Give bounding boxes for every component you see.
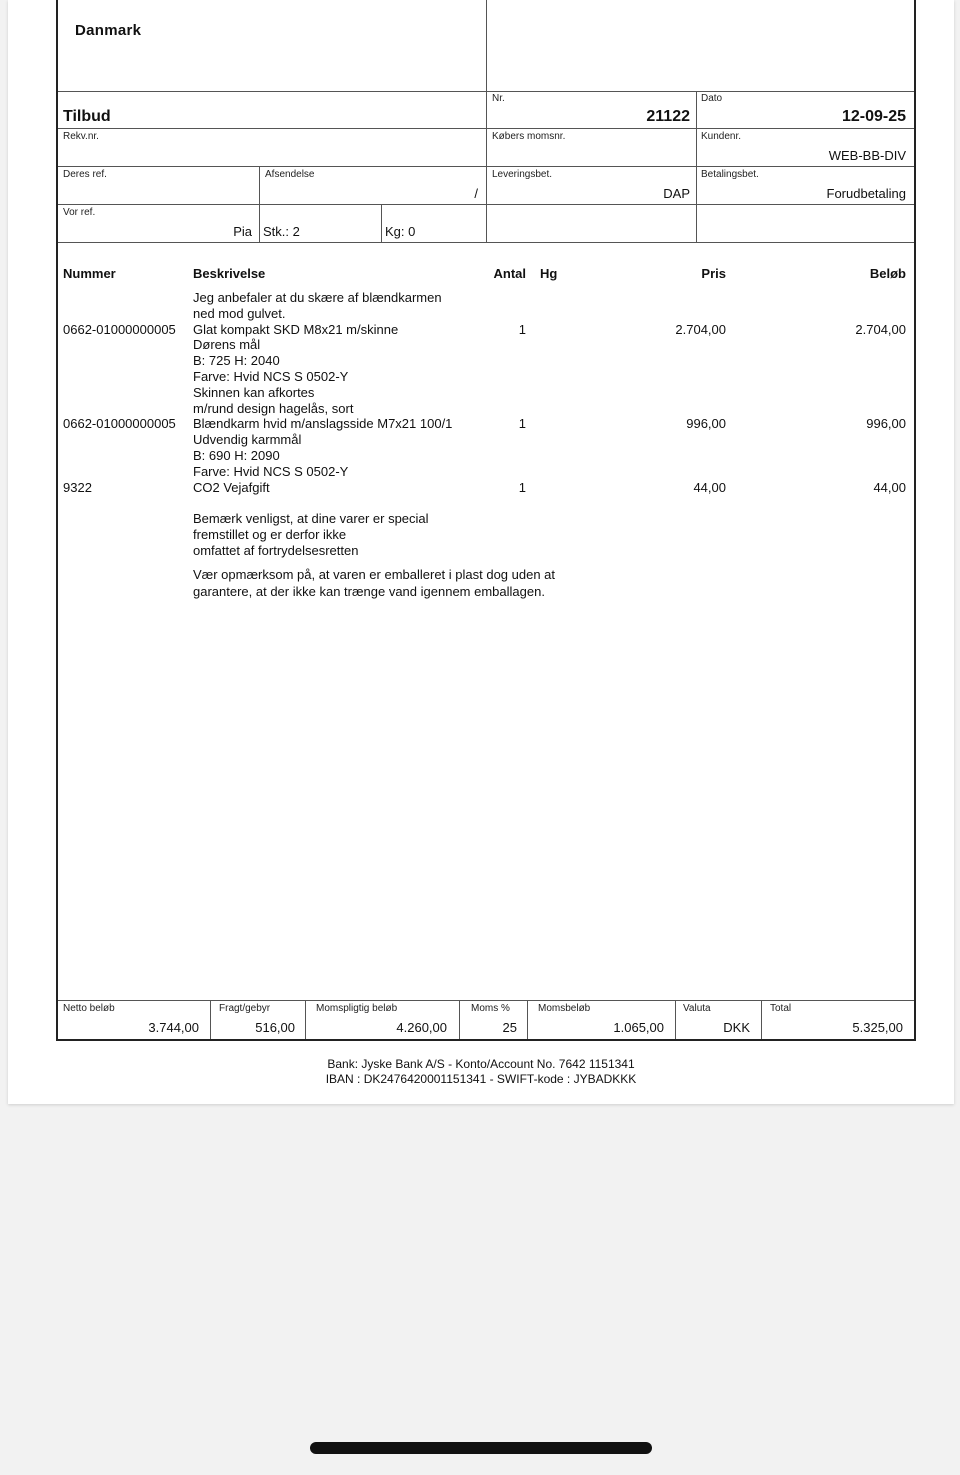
fragt-label: Fragt/gebyr: [219, 1003, 271, 1014]
item-pris: 44,00: [693, 479, 726, 495]
col-beskrivelse: Beskrivelse: [193, 266, 266, 281]
moms-pct-value: 25: [502, 1020, 517, 1035]
deres-ref-label: Deres ref.: [63, 169, 107, 180]
afsendelse-label: Afsendelse: [265, 169, 315, 180]
leveringsbet-label: Leveringsbet.: [492, 169, 553, 180]
netto-value: 3.744,00: [148, 1020, 199, 1035]
momspligtig-value: 4.260,00: [396, 1020, 447, 1035]
note-line: Bemærk venligst, at dine varer er special: [193, 511, 429, 526]
divider: [761, 1000, 762, 1039]
kundenr-value: WEB-BB-DIV: [828, 148, 906, 163]
total-value: 5.325,00: [852, 1020, 903, 1035]
total-label: Total: [770, 1003, 792, 1014]
item-belob: 996,00: [866, 416, 906, 432]
divider: [210, 1000, 211, 1039]
betalingsbet-value: Forudbetaling: [826, 186, 906, 201]
note-line: Vær opmærksom på, at varen er emballeret i plast dog uden at: [193, 567, 556, 582]
divider: [58, 242, 914, 243]
leveringsbet-value: DAP: [663, 186, 690, 201]
item-antal: 1: [518, 321, 526, 337]
dato-label: Dato: [701, 93, 723, 104]
item-description: Farve: Hvid NCS S 0502-Y: [193, 463, 349, 479]
col-nummer: Nummer: [63, 266, 116, 281]
item-description: B: 690 H: 2090: [193, 448, 280, 463]
item-pris: 996,00: [686, 416, 726, 432]
item-number: 0662-01000000005: [63, 321, 176, 337]
item-description: Blændkarm hvid m/anslagsside M7x21 100/1: [193, 416, 453, 432]
vor-ref-label: Vor ref.: [63, 207, 96, 218]
item-antal: 1: [518, 479, 526, 495]
item-pris: 2.704,00: [675, 321, 726, 337]
item-description: Jeg anbefaler at du skære af blændkarmen: [193, 290, 442, 305]
note-line: garantere, at der ikke kan trænge vand igennem emballagen.: [193, 584, 545, 599]
betalingsbet-label: Betalingsbet.: [701, 169, 759, 180]
item-description: Farve: Hvid NCS S 0502-Y: [193, 369, 349, 384]
col-pris: Pris: [701, 266, 726, 281]
divider: [486, 0, 487, 242]
divider: [527, 1000, 528, 1039]
netto-label: Netto beløb: [63, 1003, 115, 1014]
bank-line: Bank: Jyske Bank A/S - Konto/Account No. 7642 1151341: [327, 1057, 635, 1071]
note-packaging: [193, 566, 555, 600]
bank-footer: [8, 1057, 954, 1087]
col-antal: Antal: [493, 266, 526, 281]
col-hg: Hg: [540, 266, 558, 281]
stk-value: Stk.: 2: [263, 224, 300, 239]
kober-momsnr-label: Købers momsnr.: [492, 131, 566, 142]
item-description: CO2 Vejafgift: [193, 479, 270, 495]
item-description: ned mod gulvet.: [193, 305, 286, 321]
divider: [58, 1000, 914, 1001]
item-description: Glat kompakt SKD M8x21 m/skinne: [193, 321, 399, 337]
nr-label: Nr.: [492, 93, 505, 104]
momspligtig-label: Momspligtig beløb: [316, 1003, 398, 1014]
vor-ref-value: Pia: [233, 224, 252, 239]
kundenr-label: Kundenr.: [701, 131, 742, 142]
divider: [58, 204, 914, 205]
divider: [58, 128, 914, 129]
kg-value: Kg: 0: [385, 224, 416, 239]
valuta-value: DKK: [723, 1020, 750, 1035]
item-description: Skinnen kan afkortes: [193, 384, 315, 400]
moms-pct-label: Moms %: [471, 1003, 510, 1014]
item-number: 9322: [63, 479, 92, 495]
divider: [696, 92, 697, 242]
divider: [58, 166, 914, 167]
momsbelob-label: Momsbeløb: [538, 1003, 591, 1014]
divider: [58, 91, 914, 92]
country-title: Danmark: [75, 22, 142, 39]
document-type: Tilbud: [63, 108, 111, 125]
item-description: Udvendig karmmål: [193, 432, 302, 448]
iban-line: IBAN : DK2476420001151341 - SWIFT-kode : JYBADKKK: [325, 1072, 637, 1086]
item-antal: 1: [518, 416, 526, 432]
note-line: omfattet af fortrydelsesretten: [193, 542, 359, 558]
item-description: B: 725 H: 2040: [193, 353, 280, 369]
dato-value: 12-09-25: [841, 108, 906, 125]
invoice-frame: [56, 0, 916, 1041]
rekv-label: Rekv.nr.: [63, 131, 99, 142]
nr-value: 21122: [646, 108, 690, 125]
item-number: 0662-01000000005: [63, 416, 176, 432]
valuta-label: Valuta: [683, 1003, 711, 1014]
divider: [381, 204, 382, 242]
home-indicator: [310, 1442, 652, 1454]
divider: [459, 1000, 460, 1039]
item-belob: 44,00: [873, 479, 906, 495]
note-special: [193, 511, 429, 558]
divider: [305, 1000, 306, 1039]
note-line: fremstillet og er derfor ikke: [193, 526, 347, 542]
divider: [675, 1000, 676, 1039]
document-page: [8, 0, 954, 1104]
momsbelob-value: 1.065,00: [613, 1020, 664, 1035]
item-description: m/rund design hagelås, sort: [193, 400, 354, 416]
item-description: Dørens mål: [193, 337, 261, 353]
col-belob: Beløb: [869, 266, 906, 281]
afsendelse-value: /: [474, 186, 478, 201]
fragt-value: 516,00: [255, 1020, 295, 1035]
item-belob: 2.704,00: [855, 321, 906, 337]
